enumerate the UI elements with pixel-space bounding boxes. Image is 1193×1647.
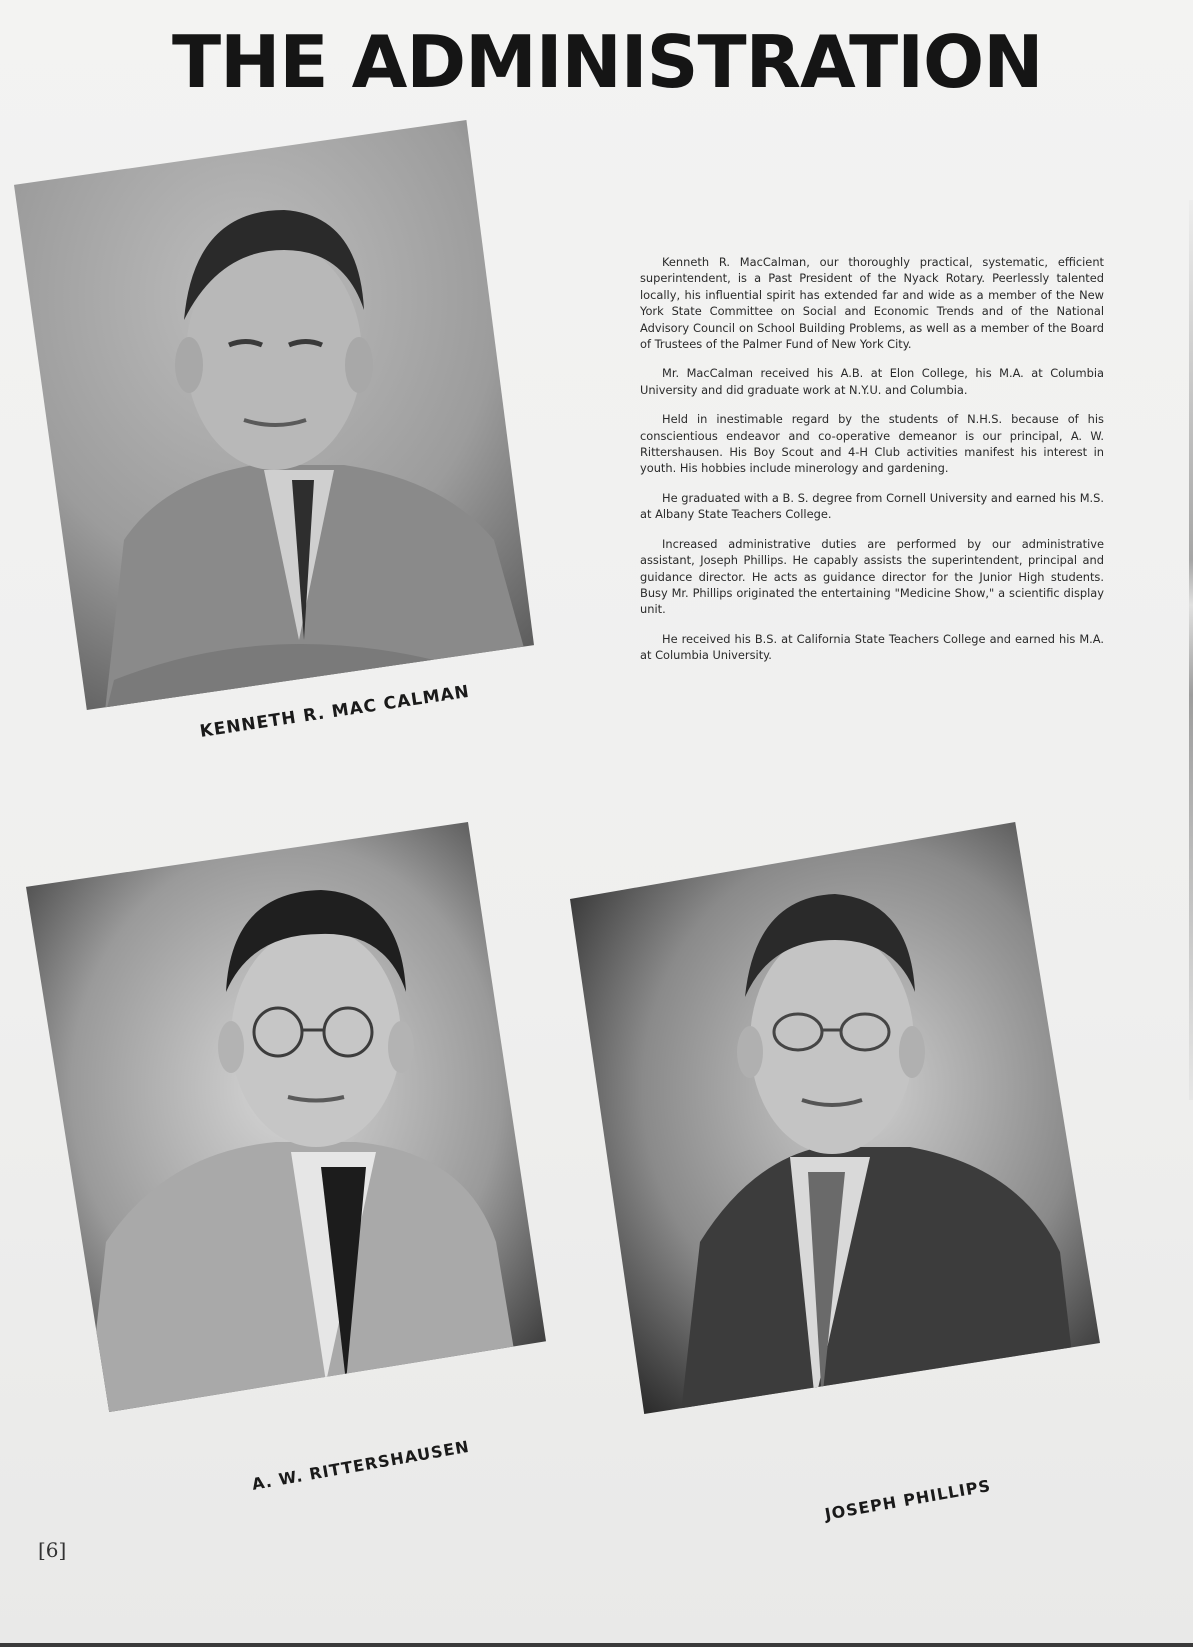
bio-paragraph: Increased administrative duties are performed by our administrative assistant, Joseph Phillips. He capably assists the superintendent, principal and guidance director. He acts as guidance director for the Junior High students. Busy Mr. Phillips originated the entertaining "Medicine Show," a scientific display unit. [640,536,1104,617]
page-title: THE ADMINISTRATION [172,20,1043,104]
bio-paragraph: He received his B.S. at California State Teachers College and earned his M.A. at Columbia University. [640,631,1104,663]
portrait-image-phillips [570,822,1100,1414]
bio-paragraph: Kenneth R. MacCalman, our thoroughly practical, systematic, efficient superintendent, is a Past President of the Nyack Rotary. Peerlessly talented locally, his influential spirit has extended far and wide as a member of the New York State Committee on Social and Economic Trends and of the National Advisory Council on School Building Problems, as well as a member of the Board of Trustees of the Palmer Fund of New York City. [640,255,1104,352]
page-number: [6] [38,1538,67,1562]
bio-paragraph: Mr. MacCalman received his A.B. at Elon College, his M.A. at Columbia University and did graduate work at N.Y.U. and Columbia. [640,366,1104,397]
portrait-image-maccalman [14,120,534,710]
bio-paragraph: He graduated with a B. S. degree from Cornell University and earned his M.S. at Albany State Teachers College. [640,490,1104,522]
portrait-caption-maccalman: KENNETH R. MAC CALMAN [198,681,472,742]
portrait-photo-maccalman [14,120,534,710]
bio-text [640,254,1104,677]
portrait-photo-rittershausen [26,822,546,1412]
portrait-caption-phillips: JOSEPH PHILLIPS [823,1475,993,1524]
scan-bottom-edge [0,1643,1193,1647]
bio-paragraph: Held in inestimable regard by the students of N.H.S. because of his conscientious endeavor and co-operative demeanor is our principal, A. W. Rittershausen. His Boy Scout and 4-H Club activities manifest his interest in youth. His hobbies include minerology and gardening. [640,412,1104,476]
portrait-image-rittershausen [26,822,546,1412]
scan-edge-shadow [1189,200,1193,1100]
portrait-photo-phillips [570,822,1100,1414]
portrait-caption-rittershausen: A. W. RITTERSHAUSEN [250,1436,471,1494]
